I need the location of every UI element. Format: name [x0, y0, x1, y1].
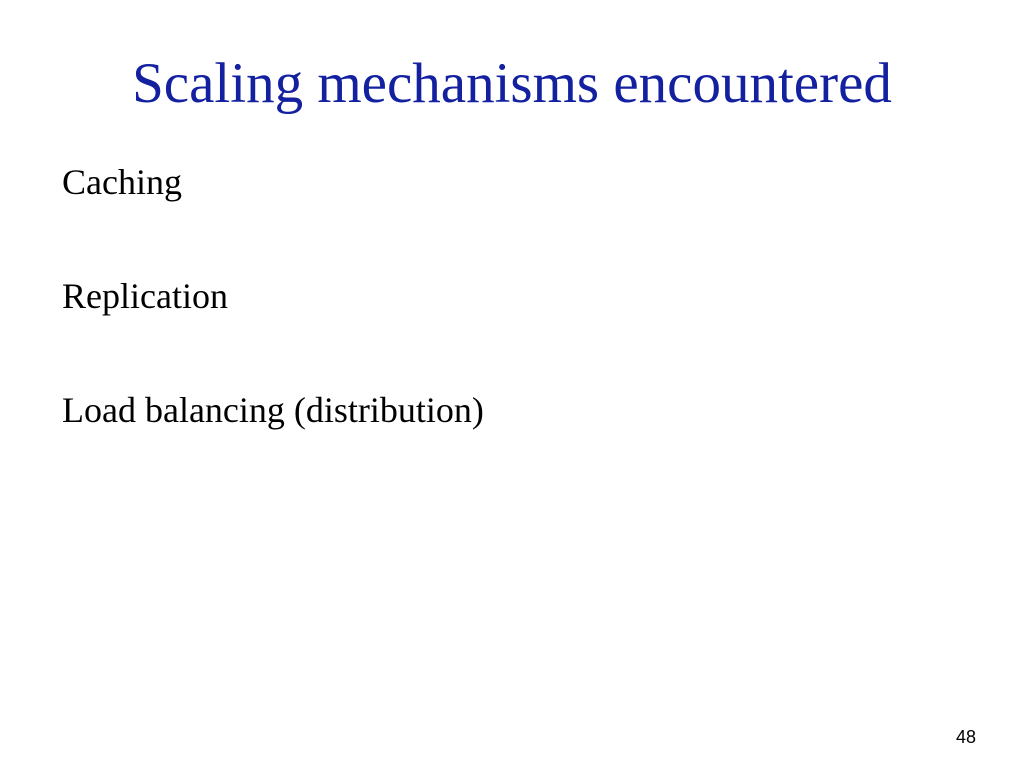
slide-title: Scaling mechanisms encountered	[132, 52, 892, 115]
list-item-caching: Caching	[62, 162, 182, 202]
list-item-replication: Replication	[62, 276, 228, 316]
bullet-list	[62, 156, 484, 498]
list-item-load-balancing: Load balancing (distribution)	[62, 390, 484, 430]
slide-number: 48	[955, 727, 976, 747]
